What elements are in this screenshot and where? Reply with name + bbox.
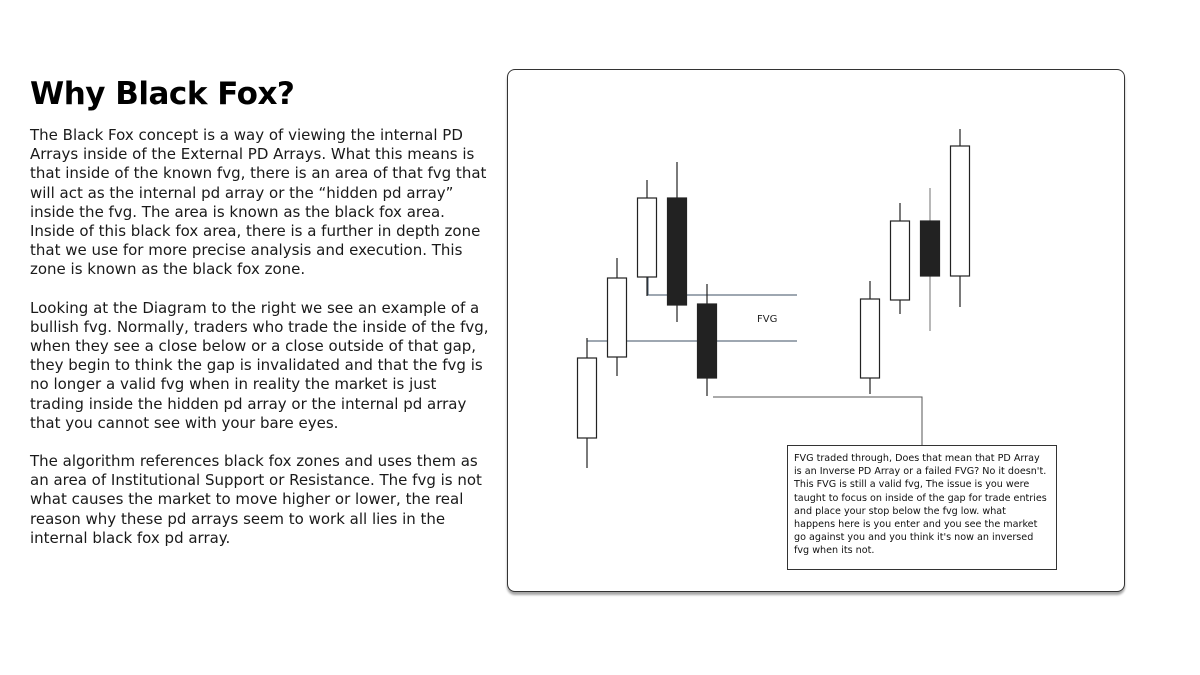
fvg-label: FVG: [757, 314, 778, 325]
paragraph-concept: The Black Fox concept is a way of viewing the internal PD Arrays inside of the External PD Arrays. What this means is that inside of the known fvg, there is an area of that fvg that will act as the internal pd array or the “hidden pd array” inside the fvg. The area is known as the black fox area. Inside of this black fox area, there is a further in depth zone that we use for more precise analysis and execution. This zone is known as the black fox zone.: [30, 126, 487, 279]
bullish-candle: [578, 358, 597, 438]
bearish-candle: [921, 221, 940, 276]
candles-group: [578, 129, 970, 468]
bullish-candle: [861, 299, 880, 378]
bearish-candle: [698, 304, 717, 378]
bullish-candle: [951, 146, 970, 276]
bearish-candle: [668, 198, 687, 305]
bullish-candle: [891, 221, 910, 300]
callout-box: [787, 445, 1057, 570]
paragraph-diagram-explanation: Looking at the Diagram to the right we see an example of a bullish fvg. Normally, traders who trade the inside of the fvg, when they see a close below or a close outside of that gap, they begin to think the gap is invalidated and that the fvg is no longer a valid fvg when in reality the market is just trading inside the hidden pd array or the internal pd array that you cannot see with your bare eyes.: [30, 298, 489, 432]
bullish-candle: [638, 198, 657, 277]
bullish-candle: [608, 278, 627, 357]
callout-text: FVG traded through, Does that mean that PD Array is an Inverse PD Array or a failed FVG? No it doesn't. This FVG is still a valid fvg, The issue is you were taught to focus on inside of the gap for trade entries and place your stop below the fvg low. what happens here is you enter and you see the market go against you and you think it's now an inversed fvg when its not.: [794, 453, 1047, 557]
paragraph-algorithm: The algorithm references black fox zones and uses them as an area of Institutional Support or Resistance. The fvg is not what causes the market to move higher or lower, the real reason why these pd arrays seem to work all lies in the internal black fox pd array.: [30, 452, 482, 547]
slide-title: Why Black Fox?: [30, 76, 295, 112]
callout-connector: [713, 397, 922, 445]
